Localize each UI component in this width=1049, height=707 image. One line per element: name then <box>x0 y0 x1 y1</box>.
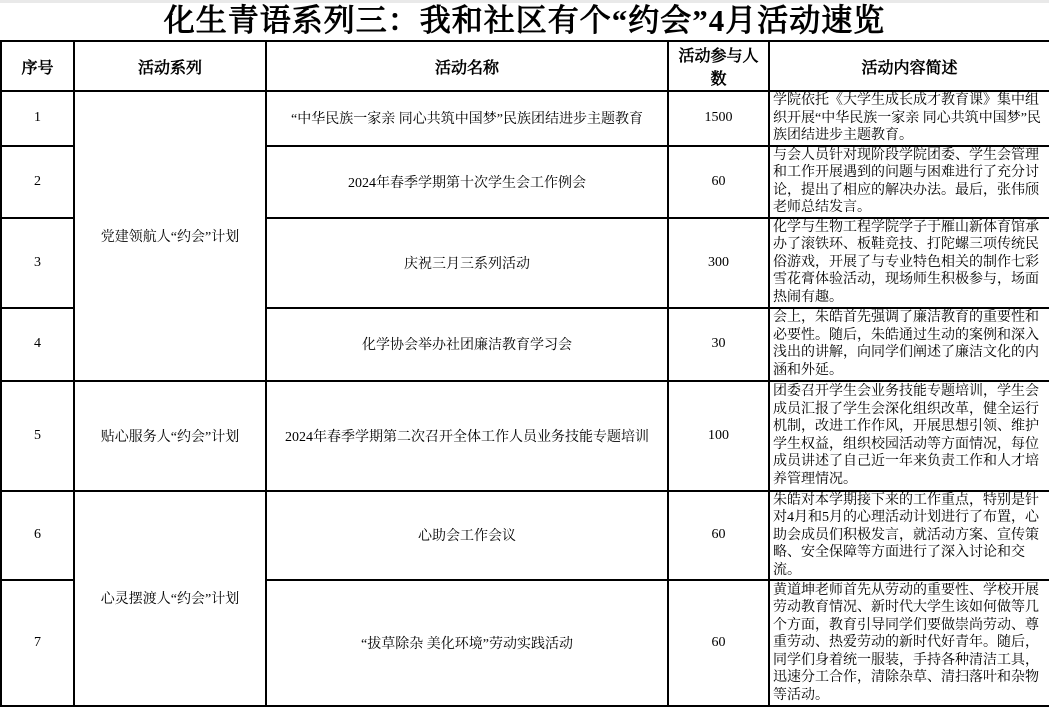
row-number-cell: 5 <box>1 381 74 491</box>
activity-table <box>0 40 1049 707</box>
row-number-cell: 4 <box>1 308 74 381</box>
description-cell: 学院依托《大学生成长成才教育课》集中组织开展“中华民族一家亲 同心共筑中国梦”民族团结进步主题教育。 <box>769 91 1049 146</box>
activity-name-cell: 庆祝三月三系列活动 <box>266 218 668 308</box>
description-cell: 会上，朱皓首先强调了廉洁教育的重要性和必要性。随后，朱皓通过生动的案例和深入浅出的讲解，向同学们阐述了廉洁文化的内涵和外延。 <box>769 308 1049 381</box>
table-row <box>1 381 1049 491</box>
series-cell: 贴心服务人“约会”计划 <box>74 381 266 491</box>
table-row <box>1 491 1049 581</box>
activity-name-cell: 化学协会举办社团廉洁教育学习会 <box>266 308 668 381</box>
participants-cell: 300 <box>668 218 769 308</box>
activity-name-cell: 2024年春季学期第十次学生会工作例会 <box>266 146 668 218</box>
participants-cell: 60 <box>668 146 769 218</box>
description-cell: 黄道坤老师首先从劳动的重要性、学校开展劳动教育情况、新时代大学生该如何做等几个方面，教育引导同学们要做崇尚劳动、尊重劳动、热爱劳动的新时代好青年。随后，同学们身着统一服装，手持各种清洁工具，迅速分工合作，清除杂草、清扫落叶和杂物等活动。 <box>769 580 1049 706</box>
table-row <box>1 91 1049 146</box>
series-cell: 心灵摆渡人“约会”计划 <box>74 491 266 707</box>
row-number-cell: 6 <box>1 491 74 581</box>
column-header-no: 序号 <box>1 41 74 91</box>
column-header-participants: 活动参与人数 <box>668 41 769 91</box>
description-cell: 团委召开学生会业务技能专题培训，学生会成员汇报了学生会深化组织改革，健全运行机制，改进工作作风，开展思想引领、维护学生权益，组织校园活动等方面情况，每位成员讲述了自己近一年来负责工作和人才培养管理情况。 <box>769 381 1049 491</box>
row-number-cell: 2 <box>1 146 74 218</box>
participants-cell: 100 <box>668 381 769 491</box>
page-title: 化生青语系列三：我和社区有个“约会”4月活动速览 <box>0 3 1049 40</box>
description-cell: 朱皓对本学期接下来的工作重点，特别是针对4月和5月的心理活动计划进行了布置，心助会成员们积极发言，就活动方案、宣传策略、安全保障等方面进行了深入讨论和交流。 <box>769 491 1049 581</box>
activity-name-cell: “拔草除杂 美化环境”劳动实践活动 <box>266 580 668 706</box>
row-number-cell: 3 <box>1 218 74 308</box>
participants-cell: 60 <box>668 580 769 706</box>
description-cell: 化学与生物工程学院学子于雁山新体育馆承办了滚铁环、板鞋竞技、打陀螺三项传统民俗游戏，开展了与专业特色相关的制作七彩雪花膏体验活动，现场师生积极参与，场面热闹有趣。 <box>769 218 1049 308</box>
series-cell: 党建领航人“约会”计划 <box>74 91 266 381</box>
activity-name-cell: 2024年春季学期第二次召开全体工作人员业务技能专题培训 <box>266 381 668 491</box>
description-cell: 与会人员针对现阶段学院团委、学生会管理和工作开展遇到的问题与困难进行了充分讨论，提出了相应的解决办法。最后，张伟颀老师总结发言。 <box>769 146 1049 218</box>
activity-name-cell: “中华民族一家亲 同心共筑中国梦”民族团结进步主题教育 <box>266 91 668 146</box>
participants-cell: 30 <box>668 308 769 381</box>
table-header-row <box>1 41 1049 91</box>
column-header-name: 活动名称 <box>266 41 668 91</box>
activity-name-cell: 心助会工作会议 <box>266 491 668 581</box>
participants-cell: 60 <box>668 491 769 581</box>
row-number-cell: 7 <box>1 580 74 706</box>
participants-cell: 1500 <box>668 91 769 146</box>
column-header-series: 活动系列 <box>74 41 266 91</box>
column-header-description: 活动内容简述 <box>769 41 1049 91</box>
row-number-cell: 1 <box>1 91 74 146</box>
